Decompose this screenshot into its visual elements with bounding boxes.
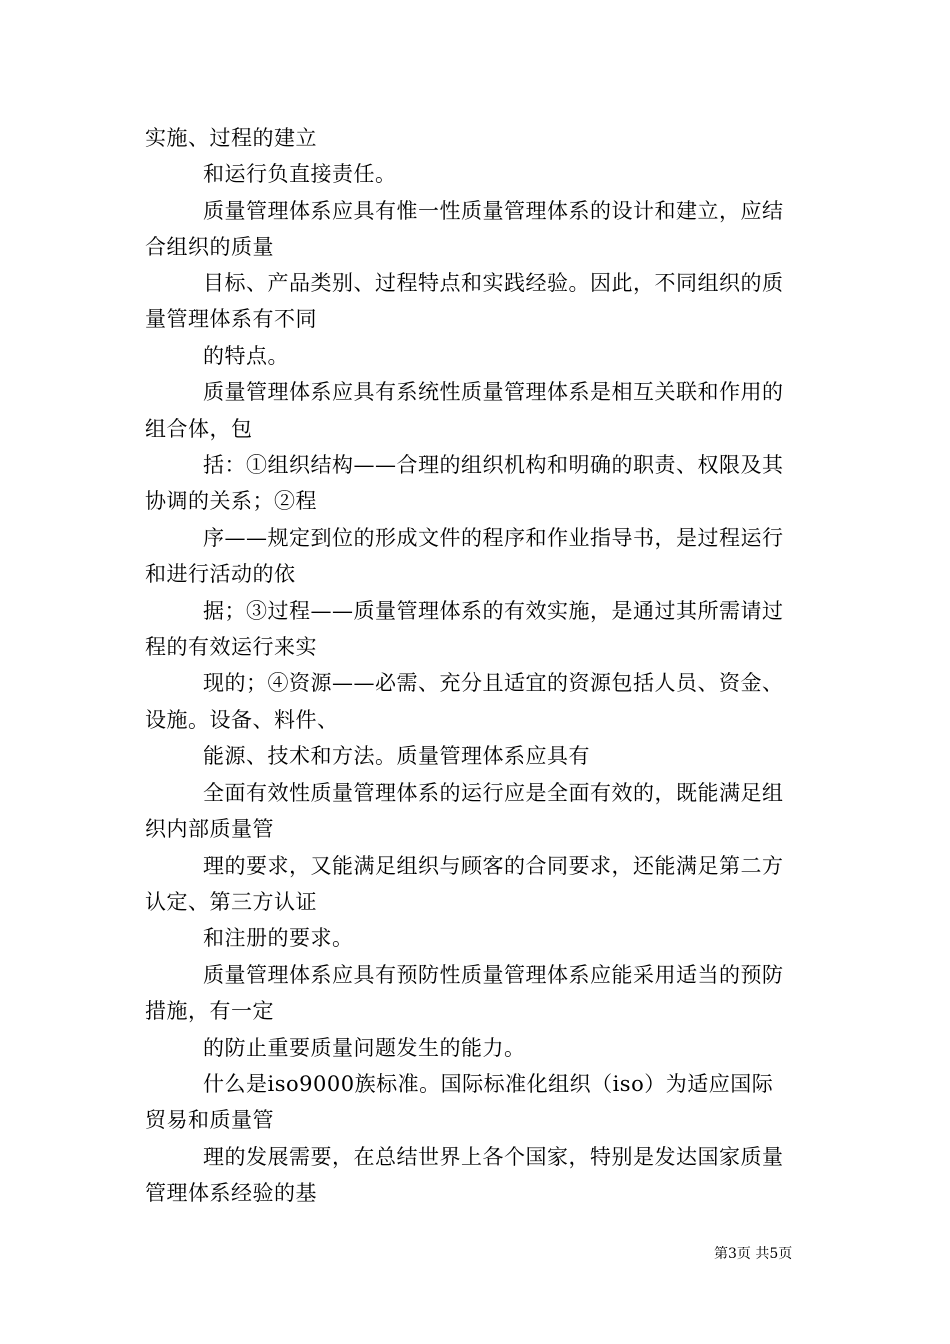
text-line: 合组织的质量	[145, 235, 274, 259]
text-line: 的特点。	[203, 344, 289, 368]
text-line: 实施、过程的建立	[145, 126, 317, 150]
text-line: 和注册的要求。	[203, 926, 354, 950]
text-line: 现的；④资源——必需、充分且适宜的资源包括人员、资金、	[203, 671, 784, 695]
text-line: 质量管理体系应具有预防性质量管理体系应能采用适当的预防	[203, 963, 784, 987]
text-line: 措施，有一定	[145, 999, 274, 1023]
text-line: 什么是iso9000族标准。国际标准化组织（iso）为适应国际	[203, 1072, 774, 1096]
text-line: 量管理体系有不同	[145, 307, 317, 331]
text-line: 织内部质量管	[145, 817, 274, 841]
text-line: 能源、技术和方法。质量管理体系应具有	[203, 744, 590, 768]
text-line: 管理体系经验的基	[145, 1181, 317, 1205]
text-line: 理的发展需要，在总结世界上各个国家，特别是发达国家质量	[203, 1145, 784, 1169]
text-line: 认定、第三方认证	[145, 890, 317, 914]
text-line: 括：①组织结构——合理的组织机构和明确的职责、权限及其	[203, 453, 784, 477]
text-line: 序——规定到位的形成文件的程序和作业指导书，是过程运行	[203, 526, 784, 550]
text-line: 组合体，包	[145, 417, 253, 441]
text-line: 据；③过程——质量管理体系的有效实施，是通过其所需请过	[203, 599, 784, 623]
text-line: 质量管理体系应具有惟一性质量管理体系的设计和建立，应结	[203, 199, 784, 223]
page-number-footer: 第3页 共5页	[714, 1246, 793, 1262]
text-line: 协调的关系；②程	[145, 489, 317, 513]
text-line: 和进行活动的依	[145, 562, 296, 586]
text-line: 质量管理体系应具有系统性质量管理体系是相互关联和作用的	[203, 380, 784, 404]
text-line: 程的有效运行来实	[145, 635, 317, 659]
text-line: 贸易和质量管	[145, 1108, 274, 1132]
text-line: 目标、产品类别、过程特点和实践经验。因此，不同组织的质	[203, 271, 784, 295]
text-line: 的防止重要质量问题发生的能力。	[203, 1036, 526, 1060]
text-line: 理的要求，又能满足组织与顾客的合同要求，还能满足第二方	[203, 854, 784, 878]
text-line: 和运行负直接责任。	[203, 162, 397, 186]
text-line: 设施。设备、料件、	[145, 708, 339, 732]
text-line: 全面有效性质量管理体系的运行应是全面有效的，既能满足组	[203, 781, 784, 805]
